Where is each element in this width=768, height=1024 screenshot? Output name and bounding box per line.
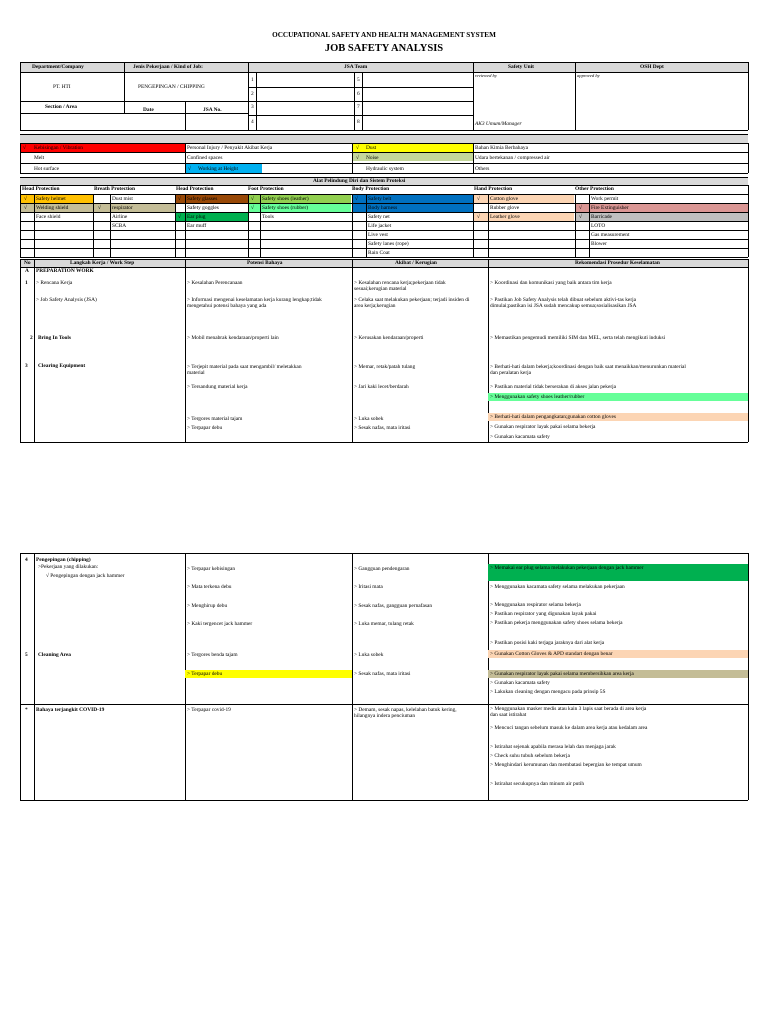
ppe-header-head: Head Protection — [22, 186, 60, 192]
company-label: Department/Company — [32, 64, 84, 70]
team-number: 2 — [251, 91, 254, 97]
hazard-dust: Dust — [366, 145, 377, 151]
ppe-gas-measurement: Gas measurement — [591, 232, 630, 238]
osh-dept-label: OSH Dept — [640, 64, 664, 70]
ppe-live-vest: Live vest — [368, 232, 388, 238]
ppe-shoes-leather: Safety shoes (leather) — [262, 196, 309, 202]
ppe-barricade: Barricade — [591, 214, 612, 220]
jsa-no-label: JSA No. — [203, 107, 222, 113]
effect-text: > Kesalahan rencana kerja;pekerjaan tidak sesuai;kerugian material — [354, 280, 446, 293]
ppe-shoes-rubber: Safety shoes (rubber) — [262, 205, 309, 211]
recommend-text: > Berhati-hati dalam pengangkatan;gunakan cotton gloves — [490, 414, 616, 420]
recommend-text: > Menggunakan kacamata safety selama melakukan pekerjaan — [490, 584, 625, 590]
recommend-text: > Gunakan kacamata safety — [490, 680, 550, 686]
recommend-text: > Gunakan Cotton Gloves & APD standart dengan benar — [490, 651, 613, 657]
team-number: 5 — [357, 77, 360, 83]
ppe-header-other: Other Protection — [575, 186, 614, 192]
recommend-text: > Istirahat secukupnya dan minum air putih — [490, 781, 585, 787]
effect-text: > Kerusakan kendaraan/properti — [354, 335, 424, 341]
hazard-vibration: Kebisingan / Vibration — [34, 145, 83, 151]
hazard-noise: Noise — [366, 155, 379, 161]
ppe-header-hand: Hand Protection — [474, 186, 513, 192]
hazard-melt: Melt — [34, 155, 45, 161]
date-label: Date — [143, 107, 154, 113]
jsa-team-label: JSA Team — [344, 64, 368, 70]
recommend-text: > Mencuci tangan sebelum masuk ke dalam area kerja atau kedalam area — [490, 725, 648, 731]
signer-label: AK3 Umum/Manager — [475, 121, 522, 127]
hazard-chemicals: Bahan Kimia Berbahaya — [475, 145, 528, 151]
row-number: * — [25, 707, 28, 713]
step-title: Clearing Equipment — [38, 363, 86, 369]
row-number: 4 — [25, 557, 28, 563]
team-number: 4 — [251, 119, 254, 125]
recommend-text: > Istirahat sejenak apabila merasa lelah dan menjaga jarak — [490, 744, 616, 750]
recommend-text: > Memakai ear plug selama melakukan pekerjaan dengan jack hammer — [490, 565, 644, 571]
recommend-text: > Menghindari kerumunan dan membatasi bepergian ke tempat umum — [490, 762, 642, 768]
hazard-text: > Informasi mengenai keselamatan kerja kurang lengkap;tidak mengetahui potensi bahaya yang ada — [187, 297, 322, 310]
hazard-text: > Terpapar debu — [187, 671, 223, 677]
col-header-recommend: Rekomendasi Prosedur Keselamatan — [575, 260, 660, 266]
recommend-text: > Menggunakan safety shoes leather/rubber — [490, 394, 585, 400]
ppe-scba: SCBA — [112, 223, 127, 229]
effect-text: > Demam, sesak napas, kelelahan batuk kering, hilangnya indera penciuman — [354, 707, 457, 720]
hazard-text: > Kesalahan Perencanaan — [187, 280, 243, 286]
reviewed-by-label: reviewed by — [475, 73, 497, 78]
ppe-mark[interactable]: √ — [477, 196, 480, 202]
effect-text: > Jari kaki lecet/berdarah — [354, 384, 409, 390]
section-a-title: PREPARATION WORK — [36, 268, 94, 274]
effect-text: > Memar, retak/patah tulang — [354, 364, 416, 370]
approved-by-label: approved by — [577, 73, 600, 78]
ppe-rubber-glove: Rubber glove — [490, 205, 520, 211]
hazard-text: > Terpapar kebisingan — [187, 566, 236, 572]
hazard-hydraulic: Hydraulic system — [366, 166, 404, 172]
hazard-mark[interactable]: √ — [356, 155, 359, 161]
effect-text: > Sesak nafas, gangguan pernafasan — [354, 603, 433, 609]
step-text: > Job Safety Analysis (JSA) — [36, 297, 97, 303]
ppe-mark[interactable]: √ — [251, 205, 254, 211]
kind-of-job-value[interactable]: PENGEPINGAN / CHIPPING — [138, 84, 205, 90]
team-number: 1 — [251, 77, 254, 83]
step-text: >Pekerjaan yang dilakukan: — [38, 564, 99, 570]
recommend-text: > Gunakan kacamata safety — [490, 434, 550, 440]
recommend-text: > Check suhu tubuh sebelum bekerja — [490, 753, 570, 759]
ppe-safety-glasses: Safety glasses — [187, 196, 218, 202]
team-number: 7 — [357, 104, 360, 110]
recommend-text: > Koordinasi dan komunikasi yang baik antara tim kerja — [490, 280, 612, 286]
hazard-text: > Terpapar covid-19 — [187, 707, 231, 713]
recommend-text: > Lakukan cleaning dengan mengacu pada prinsip 5S — [490, 689, 606, 695]
ppe-face-shield: Face shield — [36, 214, 61, 220]
col-header-effect: Akibat / Kerugian — [395, 260, 437, 266]
ppe-leather-glove: Leather glove — [490, 214, 520, 220]
effect-text: > Iritasi mata — [354, 584, 383, 590]
safety-unit-label: Safety Unit — [508, 64, 534, 70]
hazard-text: > Tersandung material kerja — [187, 384, 248, 390]
ppe-safety-net: Safety net — [368, 214, 390, 220]
section-area-label: Section / Area — [45, 104, 77, 110]
hazard-others: Others — [475, 166, 490, 172]
ppe-tools: Tools — [262, 214, 274, 220]
effect-text: > Sesak nafas, mata iritasi — [354, 671, 411, 677]
team-number: 8 — [357, 119, 360, 125]
company-value[interactable]: PT. HTI — [53, 84, 71, 90]
hazard-text: > Kaki tergencet jack hammer — [187, 621, 253, 627]
step-title: Bahaya terjangkit COVID-19 — [36, 707, 105, 713]
ppe-mark[interactable]: √ — [178, 196, 181, 202]
hazard-mark[interactable]: √ — [23, 145, 26, 151]
step-title: Pengepingan (chipping) — [36, 557, 91, 563]
hazard-text: > Mata terkena debu — [187, 584, 232, 590]
hazard-text: > Terjepit material pada saat mengambil/ meletakkan material — [187, 364, 302, 377]
ppe-header-body: Body Protection — [352, 186, 390, 192]
ppe-mark[interactable]: √ — [579, 214, 582, 220]
hazard-hot-surface: Hot surface — [34, 166, 59, 172]
section-a-letter: A — [25, 268, 29, 274]
recommend-text: > Memastikan pengemudi memiliki SIM dan MEL, serta telah mengikuti induksi — [490, 335, 666, 341]
hazard-mark[interactable]: √ — [188, 166, 191, 172]
ppe-blower: Blower — [591, 241, 607, 247]
ppe-airline: Airline — [112, 214, 128, 220]
effect-text: > Celaka saat melakukan pekerjaan; terjadi insiden di area kerja;kerugian — [354, 297, 470, 310]
recommend-text: > Pastikan posisi kaki terjaga jaraknya dari alat kerja — [490, 640, 605, 646]
ppe-mark[interactable]: √ — [98, 205, 101, 211]
ppe-safety-belt: Safety belt — [368, 196, 392, 202]
hazard-text: > Mobil menabrak kendaraan/properti lain — [187, 335, 279, 341]
effect-text: > Luka sobek — [354, 652, 384, 658]
ppe-work-permit: Work permit — [591, 196, 619, 202]
team-number: 3 — [251, 104, 254, 110]
effect-text: > Luka sobek — [354, 416, 384, 422]
ppe-rain-coat: Rain Coat — [368, 250, 390, 256]
effect-text: > Luka memar, tulang retak — [354, 621, 414, 627]
ppe-mark[interactable]: √ — [251, 196, 254, 202]
row-number: 1 — [25, 280, 28, 286]
ppe-safety-goggles: Safety goggles — [187, 205, 219, 211]
col-header-no: No — [24, 260, 31, 266]
ppe-cotton-glove: Cotton glove — [490, 196, 519, 202]
kind-of-job-label: Jenis Pekerjaan / Kind of Job: — [133, 64, 203, 70]
ppe-safety-lanes: Safety lanes (rope) — [368, 241, 409, 247]
ppe-loto: LOTO — [591, 223, 606, 229]
document-title: JOB SAFETY ANALYSIS — [324, 43, 444, 54]
recommend-text: > Menggunakan masker medis atau kain 3 lapis saat berada di area kerja dan saat istirahat — [490, 706, 647, 719]
ppe-ear-plug: Ear plug — [187, 214, 206, 220]
ppe-mark[interactable]: √ — [355, 196, 358, 202]
ppe-welding-shield: Welding shield — [36, 205, 69, 211]
ppe-mark[interactable]: √ — [579, 205, 582, 211]
hazard-text: > Tergores material tajam — [187, 416, 243, 422]
ppe-mark[interactable]: √ — [24, 205, 27, 211]
recommend-text: > Gunakan respirator layak pakai selama membersihkan area kerja — [490, 671, 634, 677]
hazard-personal-injury: Personal Injury / Penyakit Akibat Kerja — [187, 145, 273, 151]
step-title: Bring In Tools — [38, 335, 71, 341]
step-text: √ Pengepingan dengan jack hammer — [46, 573, 125, 579]
ppe-mark[interactable]: √ — [24, 196, 27, 202]
row-number: 2 — [30, 335, 33, 341]
recommend-text: > Pastikan pekerja menggunakan safety shoes selama bekerja — [490, 620, 623, 626]
ppe-header-head2: Head Protection — [176, 186, 214, 192]
ppe-safety-helmet: Safety helmet — [36, 196, 66, 202]
ppe-mark[interactable]: √ — [178, 214, 181, 220]
recommend-text: > Pastikan Job Safety Analysis telah dibuat sebelum aktivi-tas kerja dimulai;pastikan isi JSA sudah mencakup semua;sosialisasikan JSA — [490, 297, 637, 310]
recommend-text: > Pastikan material tidak berserakan di akses jalan pekerja — [490, 384, 617, 390]
ppe-life-jacket: Life jacket — [368, 223, 392, 229]
ppe-header-foot: Foot Protection — [248, 186, 284, 192]
hazard-working-height: Working at Height — [198, 166, 238, 172]
ppe-mark[interactable]: √ — [477, 214, 480, 220]
step-title: Cleaning Area — [38, 652, 71, 658]
col-header-hazard: Potensi Bahaya — [247, 260, 283, 266]
hazard-confined-spaces: Confined spaces — [187, 155, 223, 161]
step-text: > Rencana Kerja — [36, 280, 73, 286]
ppe-title: Alat Pelindung Diri dan Sistem Proteksi — [313, 178, 406, 184]
recommend-text: > Pastikan respirator yang digunakan layak pakai — [490, 611, 597, 617]
team-number: 6 — [357, 91, 360, 97]
effect-text: > Sesak nafas, mata iritasi — [354, 425, 411, 431]
ppe-respirator: respirator — [112, 205, 133, 211]
recommend-text: > Menggunakan respirator selama bekerja — [490, 602, 581, 608]
hazard-text: > Terpapar debu — [187, 425, 223, 431]
recommend-text: > Berhati-hati dalam bekerja;koordinasi dengan baik saat menaikkan/menurunkan material dan peralatan kerja — [490, 364, 686, 377]
hazard-compressed-air: Udara bertekanan / compressed air — [475, 155, 550, 161]
hazard-text: > Tergores benda tajam — [187, 652, 238, 658]
row-number: 5 — [25, 652, 28, 658]
row-number: 3 — [25, 363, 28, 369]
effect-text: > Gangguan pendengaran — [354, 566, 410, 572]
recommend-text: > Gunakan respirator layak pakai selama bekerja — [490, 424, 596, 430]
hazard-mark[interactable]: √ — [356, 145, 359, 151]
system-title: OCCUPATIONAL SAFETY AND HEALTH MANAGEMENT SYSTEM — [272, 31, 496, 39]
ppe-dust-mist: Dust mist — [112, 196, 133, 202]
ppe-body-harness: Body harness — [368, 205, 398, 211]
ppe-header-breath: Breath Protection — [94, 186, 135, 192]
hazard-text: > Menghirup debu — [187, 603, 228, 609]
ppe-fire-extinguisher: Fire Extinguisher — [591, 205, 629, 211]
ppe-ear-muff: Ear muff — [187, 223, 207, 229]
col-header-steps: Langkah Kerja / Work Step — [70, 260, 135, 266]
